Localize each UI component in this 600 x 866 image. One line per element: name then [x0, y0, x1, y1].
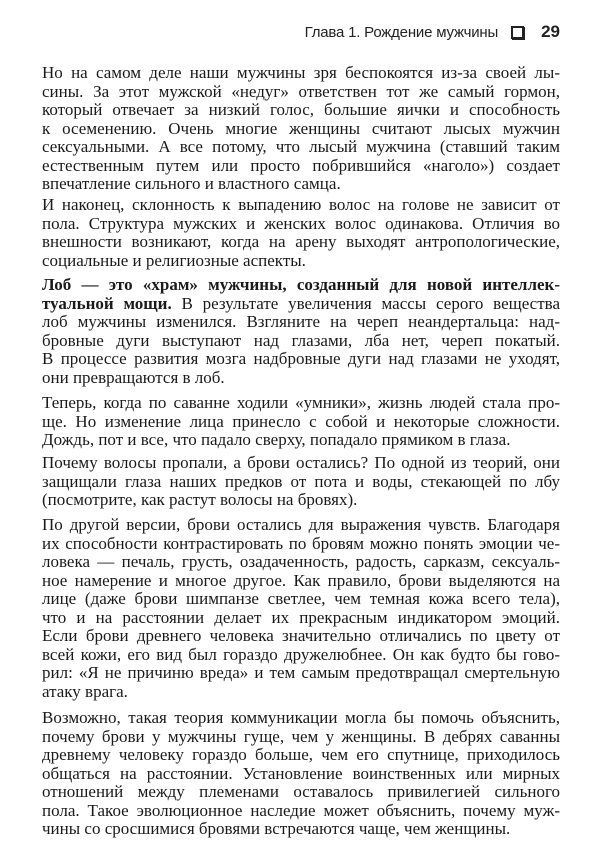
- paragraph-6: [42, 516, 560, 701]
- text-line: сины. За этот мужской «недуг» ответствен тот же самый гормон,: [42, 81, 560, 101]
- bold-lead-line: Лоб — это «храм» мужчины, созданный для новой интеллек-: [42, 275, 560, 294]
- text-line: По другой версии, брови остались для выражения чувств. Благодаря: [42, 515, 560, 534]
- text-line: Теперь, когда по саванне ходили «умники», жизнь людей стала про-: [42, 393, 560, 412]
- text-line: пола. Такое эволюционное наследие может объяснить, почему муж-: [42, 800, 560, 820]
- text-line: ще. Но изменение лица принесло с собой и некоторые сложности.: [42, 411, 560, 431]
- text-line: лице (даже брови шимпанзе светлее, чем темная кожа всего тела),: [42, 589, 560, 608]
- text-line: отношений между племенами оставалось привилегией сильного: [42, 782, 560, 801]
- text-line: который отвечает за низкий голос, большие яички и способность: [42, 100, 560, 119]
- text-line: чины со сросшимися бровями встречаются чаще, чем женщины.: [42, 819, 511, 838]
- text-line: они превращаются в лоб.: [42, 367, 225, 387]
- text-line: Почему волосы пропали, а брови остались? По одной из теорий, они: [42, 453, 560, 472]
- text-line: лоб мужчины изменился. Взгляните на череп неандертальца: над-: [42, 312, 560, 331]
- text-run: В результате увеличения массы серого вещества: [171, 293, 561, 313]
- text-line: общаться на расстоянии. Установление воинственных или мирных: [42, 763, 560, 783]
- text-line: Дождь, пот и все, что падало сверху, попадало прямиком в глаза.: [42, 430, 511, 449]
- text-line: (посмотрите, как растут волосы на бровях).: [42, 490, 358, 509]
- text-line: В процессе развития мозга надбровные дуги над глазами не уходят,: [42, 349, 560, 368]
- paragraph-1: [42, 64, 560, 194]
- text-line: пола. Структура мужских и женских волос одинакова. Отличия во: [42, 213, 560, 233]
- text-line: Возможно, такая теория коммуникации могла бы помочь объяснить,: [42, 708, 560, 727]
- text-line: ловека — печаль, грусть, озадаченность, радость, сарказм, сексуаль-: [42, 552, 560, 571]
- running-header: [305, 22, 560, 42]
- text-line: внешности возникают, когда на арену выходят антропологические,: [42, 232, 560, 251]
- text-line: впечатление сильного и властного самца.: [42, 174, 341, 193]
- chapter-title: Глава 1. Рождение мужчины: [304, 23, 499, 41]
- page-number: 29: [541, 22, 560, 41]
- text-line: атаку врага.: [42, 681, 128, 701]
- paragraph-3: [42, 276, 560, 387]
- paragraph-2: [42, 196, 560, 270]
- paragraph-4: [42, 394, 560, 450]
- text-line: рил: «Я не причиню вреда» и тем самым предотвращал смертельную: [42, 663, 560, 682]
- bold-lead-tail: туальной мощи.: [42, 293, 172, 313]
- text-line: [42, 295, 560, 314]
- text-line: почему брови у мужчины гуще, чем у женщины. В дебрях саванны: [42, 726, 560, 746]
- text-line: естественным путем или просто побрившийся «наголо») создает: [42, 155, 560, 175]
- square-bullet-icon: [511, 26, 524, 39]
- text-line: защищали глаза наших предков от пота и воды, стекающей по лбу: [42, 471, 560, 491]
- text-line: сексуальными. А все потому, что лысый мужчина (ставший таким: [42, 137, 560, 156]
- paragraph-5: [42, 454, 560, 510]
- text-line: что и на расстоянии делает их прекрасным индикатором эмоций.: [42, 607, 560, 627]
- text-line: ное намерение и многое другое. Как правило, брови выделяются на: [42, 570, 560, 590]
- text-line: Но на самом деле наши мужчины зря беспокоятся из-за своей лы-: [42, 63, 560, 82]
- text-line: их способности контрастировать по бровям можно понять эмоции че-: [42, 533, 560, 553]
- text-line: к осеменению. Очень многие женщины считают лысых мужчин: [42, 118, 560, 138]
- text-line: Если брови древнего человека значительно отличались по цвету от: [42, 626, 560, 645]
- text-line: социальные и религиозные аспекты.: [42, 250, 306, 270]
- paragraph-7: [42, 709, 560, 839]
- text-line: бровные дуги выступают над глазами, лба нет, череп покатый.: [42, 330, 560, 350]
- text-line: всей кожи, его вид был гораздо дружелюбнее. Он как будто бы гово-: [42, 644, 560, 664]
- text-line: древнему человеку гораздо больше, чем его спутнице, приходилось: [42, 745, 560, 764]
- text-line: И наконец, склонность к выпадению волос на голове не зависит от: [42, 195, 560, 214]
